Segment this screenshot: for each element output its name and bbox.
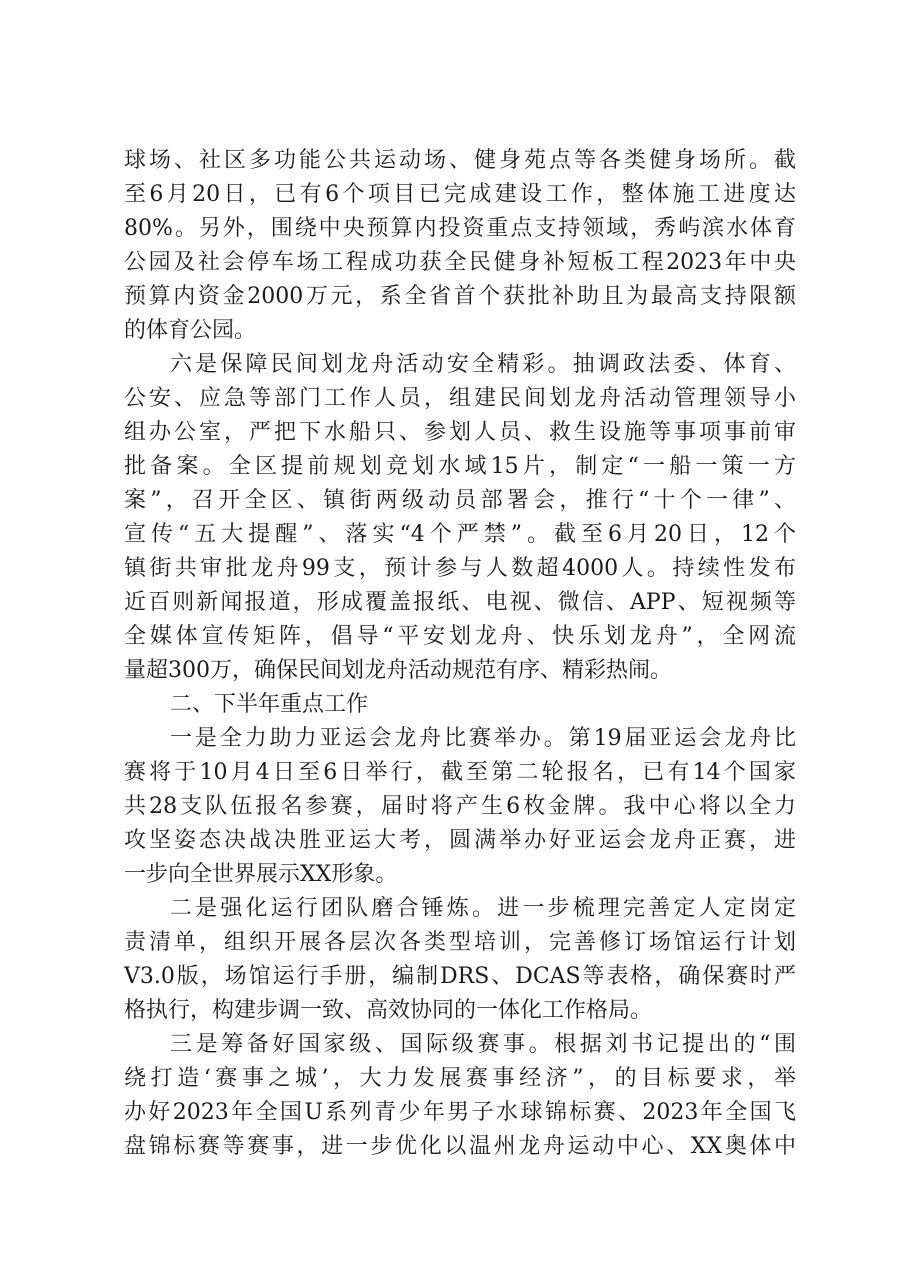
paragraph-start-line: 六是保障民间划龙舟活动安全精彩。抽调政法委、体育、 [170,352,796,377]
text-line: 绕打造‘赛事之城’，大力发展赛事经济”，的目标要求，举 [124,1066,796,1091]
text-line: 赛将于10月4日至6日举行，截至第二轮报名，已有14个国家 [124,760,796,785]
paragraph-start-line: 二是强化运行团队磨合锤炼。进一步梳理完善定人定岗定 [170,896,796,921]
text-line: 宣传“五大提醒”、落实“4个严禁”。截至6月20日，12个 [124,522,796,547]
text-line: 的体育公园。 [124,318,257,343]
text-line: 责清单，组织开展各层次各类型培训，完善修订场馆运行计划 [124,930,796,955]
text-line: 镇街共审批龙舟99支，预计参与人数超4000人。持续性发布 [124,556,796,581]
text-line: 至6月20日，已有6个项目已完成建设工作，整体施工进度达 [124,182,796,207]
text-line: V3.0版，场馆运行手册，编制DRS、DCAS等表格，确保赛时严 [124,964,796,989]
text-line: 组办公室，严把下水船只、参划人员、救生设施等事项事前审 [124,420,796,445]
text-line: 办好2023年全国U系列青少年男子水球锦标赛、2023年全国飞 [124,1100,796,1125]
text-line: 80%。另外，围绕中央预算内投资重点支持领域，秀屿滨水体育 [124,216,796,241]
text-line: 公安、应急等部门工作人员，组建民间划龙舟活动管理领导小 [124,386,796,411]
section-heading: 二、下半年重点工作 [170,692,369,717]
text-line: 一步向全世界展示XX形象。 [124,862,398,887]
text-line: 格执行，构建步调一致、高效协同的一体化工作格局。 [124,998,653,1023]
paragraph-start-line: 三是筹备好国家级、国际级赛事。根据刘书记提出的“围 [170,1032,796,1057]
text-line: 共28支队伍报名参赛，届时将产生6枚金牌。我中心将以全力 [124,794,796,819]
text-line: 球场、社区多功能公共运动场、健身苑点等各类健身场所。截 [124,148,796,173]
text-line: 攻坚姿态决战决胜亚运大考，圆满举办好亚运会龙舟正赛，进 [124,828,796,853]
text-line: 近百则新闻报道，形成覆盖报纸、电视、微信、APP、短视频等 [124,590,796,615]
text-line: 公园及社会停车场工程成功获全民健身补短板工程2023年中央 [124,250,796,275]
text-line: 量超300万，确保民间划龙舟活动规范有序、精彩热闹。 [124,658,672,683]
text-line: 批备案。全区提前规划竞划水域15片，制定“一船一策一方 [124,454,796,479]
text-line: 盘锦标赛等赛事，进一步优化以温州龙舟运动中心、XX奥体中 [124,1134,796,1159]
text-line: 预算内资金2000万元，系全省首个获批补助且为最高支持限额 [124,284,796,309]
text-line: 全媒体宣传矩阵，倡导“平安划龙舟、快乐划龙舟”，全网流 [124,624,796,649]
text-line: 案”，召开全区、镇街两级动员部署会，推行“十个一律”、 [124,488,796,513]
paragraph-start-line: 一是全力助力亚运会龙舟比赛举办。第19届亚运会龙舟比 [170,726,796,751]
